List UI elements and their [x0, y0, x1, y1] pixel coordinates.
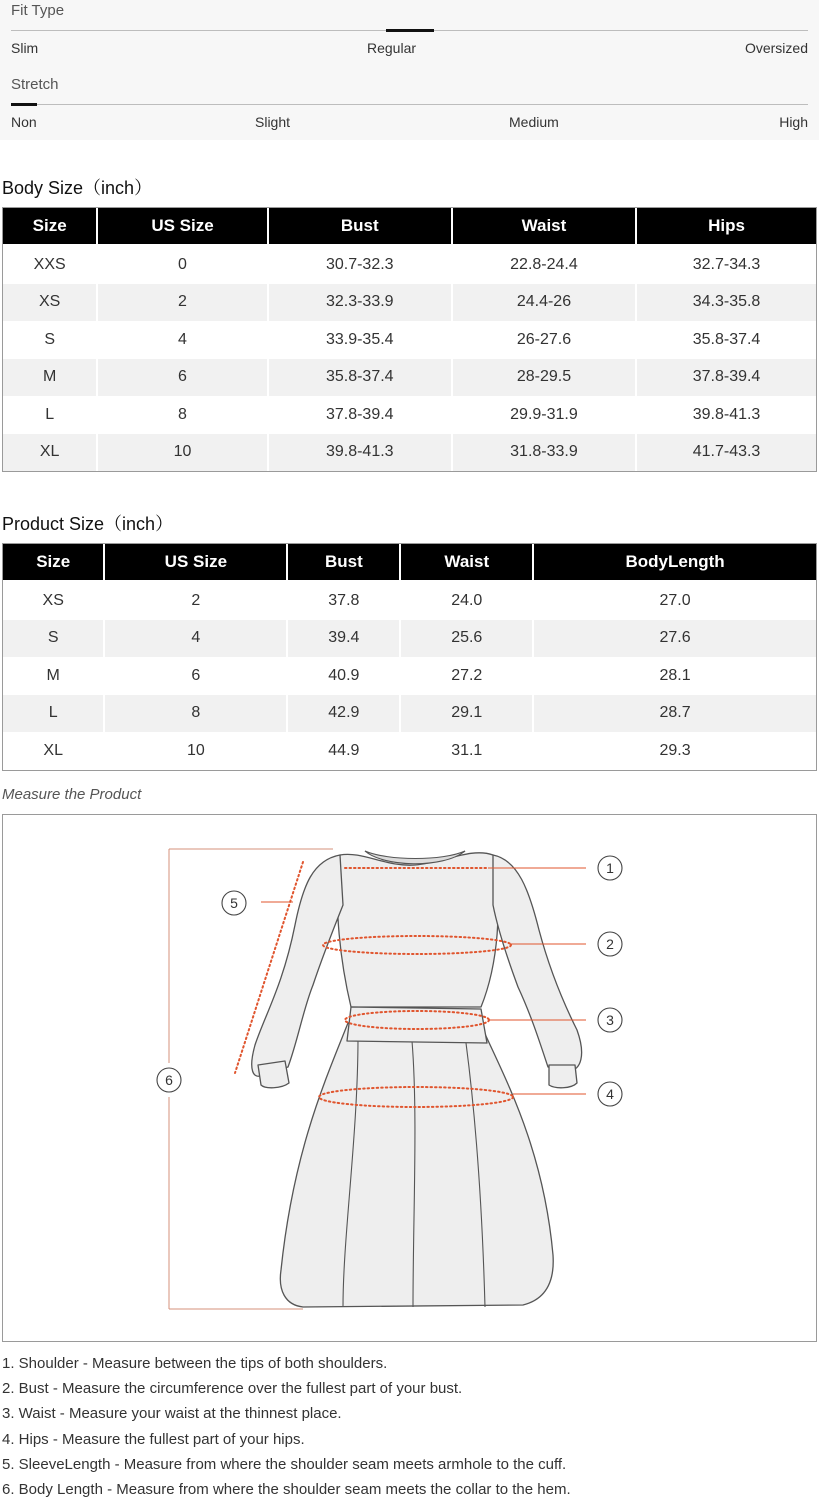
table-row	[3, 434, 816, 472]
fit-type-title: Fit Type	[11, 2, 65, 19]
cell-body-length: 29.3	[534, 732, 816, 770]
table-row	[3, 620, 816, 658]
cell-bust: 37.8	[288, 582, 401, 620]
cell-us-size: 6	[98, 359, 268, 397]
stretch-title: Stretch	[11, 76, 59, 93]
instruction-bust: 2. Bust - Measure the circumference over the fullest part of your bust.	[2, 1380, 463, 1398]
cell-bust: 30.7-32.3	[269, 246, 453, 284]
marker-1	[598, 856, 622, 880]
fit-type-marker	[386, 29, 434, 32]
cell-us-size: 2	[105, 582, 288, 620]
stretch-option-non: Non	[11, 114, 37, 130]
cell-bust: 40.9	[288, 657, 401, 695]
table-row	[3, 246, 816, 284]
cell-waist: 29.9-31.9	[453, 396, 637, 434]
cell-us-size: 4	[105, 620, 288, 658]
table-row	[3, 657, 816, 695]
cell-hips: 35.8-37.4	[637, 321, 816, 359]
table-row	[3, 284, 816, 322]
cell-us-size: 10	[98, 434, 268, 472]
cell-size: XXS	[3, 246, 98, 284]
marker-5	[222, 891, 246, 915]
cell-hips: 41.7-43.3	[637, 434, 816, 472]
stretch-track	[11, 104, 808, 105]
dress-bodice	[337, 853, 498, 1007]
instruction-body-length: 6. Body Length - Measure from where the shoulder seam meets the collar to the hem.	[2, 1480, 571, 1498]
dress-illustration	[252, 851, 582, 1307]
cell-us-size: 0	[98, 246, 268, 284]
measure-diagram	[2, 814, 817, 1342]
cell-body-length: 27.6	[534, 620, 816, 658]
marker-4	[598, 1082, 622, 1106]
cell-waist: 24.4-26	[453, 284, 637, 322]
instruction-shoulder: 1. Shoulder - Measure between the tips of both shoulders.	[2, 1355, 388, 1372]
marker-2	[598, 932, 622, 956]
cell-waist: 29.1	[401, 695, 534, 733]
column-header-us-size: US Size	[98, 208, 268, 246]
dress-waistband	[347, 1007, 487, 1043]
column-header-us-size: US Size	[105, 544, 288, 582]
cell-size: M	[3, 359, 98, 397]
cell-us-size: 8	[98, 396, 268, 434]
body-size-table	[2, 207, 817, 472]
cell-bust: 35.8-37.4	[269, 359, 453, 397]
cell-waist: 28-29.5	[453, 359, 637, 397]
column-header-waist: Waist	[401, 544, 534, 582]
left-sleeve	[252, 855, 343, 1076]
cell-waist: 22.8-24.4	[453, 246, 637, 284]
cell-size: XL	[3, 434, 98, 472]
cell-bust: 39.4	[288, 620, 401, 658]
cell-bust: 32.3-33.9	[269, 284, 453, 322]
marker-3-label: 3	[606, 1012, 614, 1028]
cell-size: S	[3, 620, 105, 658]
table-row	[3, 321, 816, 359]
cell-size: XS	[3, 582, 105, 620]
table-row	[3, 359, 816, 397]
marker-6	[157, 1068, 181, 1092]
cell-body-length: 27.0	[534, 582, 816, 620]
table-header-row	[3, 544, 816, 582]
cell-size: S	[3, 321, 98, 359]
instruction-hips: 4. Hips - Measure the fullest part of your hips.	[2, 1430, 305, 1448]
body-size-heading: Body Size（inch）	[2, 178, 153, 198]
table-header-row	[3, 208, 816, 246]
marker-4-label: 4	[606, 1086, 614, 1102]
measure-instructions	[2, 1354, 817, 1500]
column-header-body-length: BodyLength	[534, 544, 816, 582]
product-size-table	[2, 543, 817, 771]
cell-bust: 37.8-39.4	[269, 396, 453, 434]
dress-skirt	[280, 1023, 553, 1307]
cell-waist: 31.1	[401, 732, 534, 770]
fit-panel	[0, 0, 819, 140]
column-header-hips: Hips	[637, 208, 816, 246]
marker-3	[598, 1008, 622, 1032]
cell-bust: 33.9-35.4	[269, 321, 453, 359]
stretch-marker	[11, 103, 37, 106]
right-sleeve	[493, 855, 582, 1071]
cell-bust: 44.9	[288, 732, 401, 770]
marker-1-label: 1	[606, 860, 614, 876]
cell-us-size: 10	[105, 732, 288, 770]
column-header-waist: Waist	[453, 208, 637, 246]
column-header-bust: Bust	[269, 208, 453, 246]
column-header-size: Size	[3, 544, 105, 582]
column-header-bust: Bust	[288, 544, 401, 582]
cell-us-size: 8	[105, 695, 288, 733]
table-row	[3, 732, 816, 770]
cell-size: XS	[3, 284, 98, 322]
marker-6-label: 6	[165, 1072, 173, 1088]
dress-diagram	[3, 815, 818, 1343]
column-header-size: Size	[3, 208, 98, 246]
cell-size: L	[3, 695, 105, 733]
cell-us-size: 6	[105, 657, 288, 695]
cell-us-size: 2	[98, 284, 268, 322]
cell-size: XL	[3, 732, 105, 770]
fit-type-option-oversized: Oversized	[744, 40, 808, 56]
cell-size: L	[3, 396, 98, 434]
cell-waist: 25.6	[401, 620, 534, 658]
instruction-waist: 3. Waist - Measure your waist at the thinnest place.	[2, 1405, 342, 1423]
stretch-option-high: High	[779, 114, 808, 130]
fit-type-option-slim: Slim	[11, 40, 39, 56]
cell-size: M	[3, 657, 105, 695]
cell-body-length: 28.1	[534, 657, 816, 695]
cell-waist: 24.0	[401, 582, 534, 620]
table-row	[3, 582, 816, 620]
cell-hips: 34.3-35.8	[637, 284, 816, 322]
product-size-heading: Product Size（inch）	[2, 514, 174, 534]
measure-caption: Measure the Product	[2, 786, 142, 803]
cell-waist: 31.8-33.9	[453, 434, 637, 472]
cell-bust: 39.8-41.3	[269, 434, 453, 472]
marker-5-label: 5	[230, 895, 238, 911]
stretch-option-slight: Slight	[255, 114, 291, 130]
stretch-option-medium: Medium	[509, 114, 559, 130]
cell-waist: 27.2	[401, 657, 534, 695]
cell-body-length: 28.7	[534, 695, 816, 733]
fit-type-option-regular: Regular	[367, 40, 417, 56]
instruction-sleeve-length: 5. SleeveLength - Measure from where the shoulder seam meets armhole to the cuff.	[2, 1455, 567, 1473]
marker-2-label: 2	[606, 936, 614, 952]
cell-hips: 39.8-41.3	[637, 396, 816, 434]
cell-bust: 42.9	[288, 695, 401, 733]
table-row	[3, 695, 816, 733]
table-row	[3, 396, 816, 434]
cell-hips: 32.7-34.3	[637, 246, 816, 284]
cell-waist: 26-27.6	[453, 321, 637, 359]
cell-us-size: 4	[98, 321, 268, 359]
cell-hips: 37.8-39.4	[637, 359, 816, 397]
